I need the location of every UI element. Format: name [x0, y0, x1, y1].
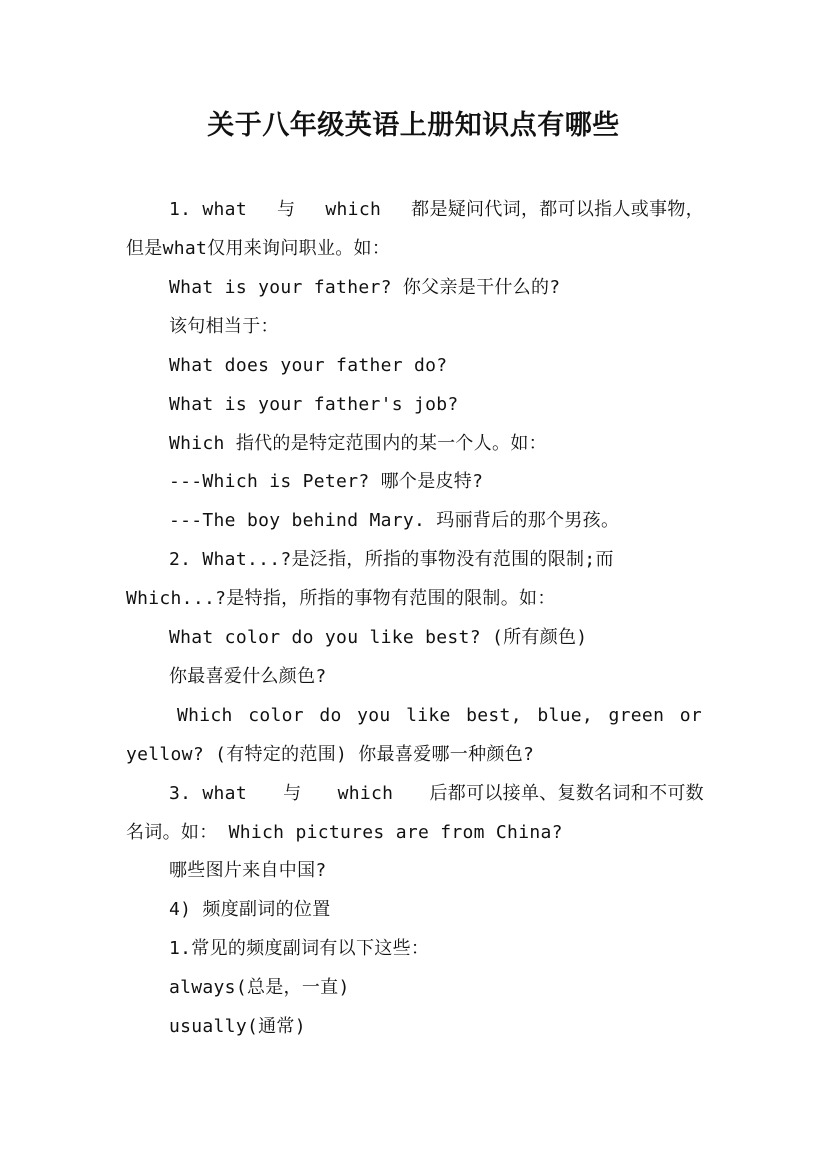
- line-word: or: [679, 705, 702, 726]
- line-word: do: [319, 705, 342, 726]
- line-word: you: [357, 705, 391, 726]
- line-word: 后都可以接单、复数名词和不可数: [429, 783, 704, 804]
- paragraph-line: usually(通常): [169, 1016, 306, 1037]
- line-word: Which: [177, 705, 233, 726]
- paragraph-line: 但是what仅用来询问职业。如：: [126, 238, 391, 259]
- line-word: best,: [466, 705, 522, 726]
- paragraph-line: ---The boy behind Mary. 玛丽背后的那个男孩。: [169, 510, 620, 531]
- line-word: 1. what: [169, 199, 247, 220]
- paragraph-line: 该句相当于：: [169, 316, 279, 337]
- paragraph-line: [177, 704, 702, 728]
- line-word: like: [406, 705, 451, 726]
- paragraph-line: Which 指代的是特定范围内的某一个人。如：: [169, 433, 547, 454]
- paragraph-line: ---Which is Peter? 哪个是皮特?: [169, 471, 484, 492]
- paragraph-line: What does your father do?: [169, 355, 448, 376]
- line-word: which: [337, 783, 394, 804]
- paragraph-line: 1.常见的频度副词有以下这些：: [169, 938, 430, 959]
- paragraph-line: 哪些图片来自中国?: [169, 860, 327, 881]
- paragraph-line: 4) 频度副词的位置: [169, 899, 331, 920]
- paragraph-line: 名词。如： Which pictures are from China?: [126, 822, 563, 843]
- paragraph-line: yellow? (有特定的范围) 你最喜爱哪一种颜色?: [126, 744, 535, 765]
- line-word: 与: [277, 199, 296, 220]
- paragraph-line: What is your father? 你父亲是干什么的?: [169, 277, 561, 298]
- paragraph-line: 你最喜爱什么颜色?: [169, 666, 327, 687]
- line-word: 3. what: [169, 783, 247, 804]
- paragraph-line: What color do you like best? (所有颜色): [169, 627, 588, 648]
- line-word: 与: [283, 783, 302, 804]
- paragraph-line: What is your father's job?: [169, 394, 459, 415]
- paragraph-line: [169, 782, 704, 806]
- line-word: green: [608, 705, 665, 726]
- paragraph-line: Which...?是特指，所指的事物有范围的限制。如：: [126, 588, 556, 609]
- paragraph-line: [169, 198, 704, 222]
- line-word: color: [248, 705, 304, 726]
- line-word: 都是疑问代词，都可以指人或事物，: [411, 199, 704, 220]
- document-title: 关于八年级英语上册知识点有哪些: [207, 110, 620, 141]
- line-word: blue,: [537, 705, 594, 726]
- paragraph-line: 2. What...?是泛指，所指的事物没有范围的限制;而: [169, 549, 614, 570]
- paragraph-line: always(总是，一直): [169, 977, 350, 998]
- line-word: which: [325, 199, 382, 220]
